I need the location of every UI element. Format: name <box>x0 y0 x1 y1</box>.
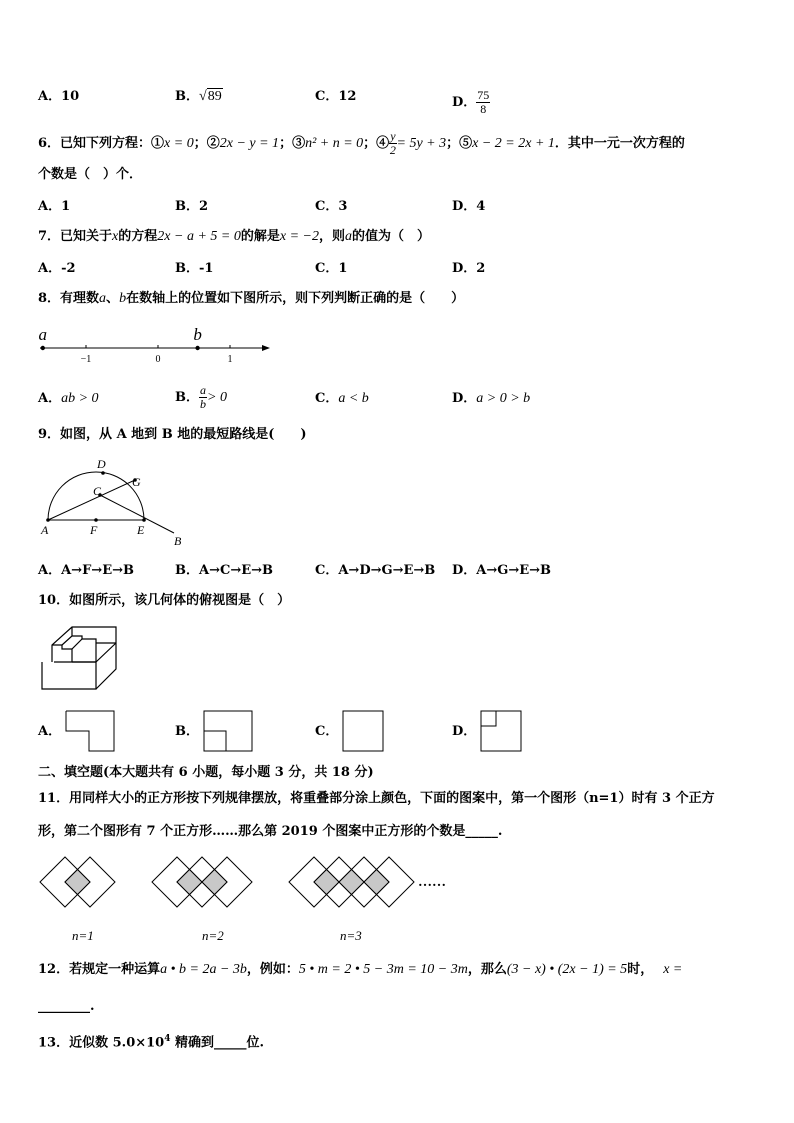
label-d: D <box>97 457 106 471</box>
q11-label-n2: n=2 <box>202 928 224 943</box>
point-f <box>94 518 98 522</box>
q13-stem <box>38 1031 264 1051</box>
q7-option-c: C．1 <box>315 261 348 276</box>
q5-option-a: A．10 <box>38 89 80 104</box>
q10-stem: 10．如图所示，该几何体的俯视图是（ ） <box>38 593 291 608</box>
q7-tail: 的值为（ ） <box>351 229 430 244</box>
q7-option-b: B．-1 <box>175 261 214 276</box>
q10-option-d-label: D． <box>452 724 477 739</box>
q5-option-b-radicand: 89 <box>207 89 222 104</box>
q5-option-c: C．12 <box>315 89 357 104</box>
q8-option-d-expr: a > 0 > b <box>476 391 531 406</box>
q6-sep1: ；② <box>193 136 220 151</box>
q6-option-d: D．4 <box>452 199 486 214</box>
tick-label-0: 0 <box>155 354 161 365</box>
point-e <box>142 518 146 522</box>
q10-option-d-figure <box>479 709 523 753</box>
q8-stem <box>38 291 464 307</box>
q6-stem-line2: 个数是（ ）个． <box>38 167 143 182</box>
q5-option-d <box>452 89 490 116</box>
q5-option-d-fraction <box>476 89 490 116</box>
q10-option-b-figure <box>202 709 254 753</box>
q10-option-b-label: B． <box>175 724 199 739</box>
q9-diagram <box>38 455 198 550</box>
q8-option-c <box>315 391 369 407</box>
label-b: B <box>174 534 182 548</box>
q6-stem <box>38 130 685 157</box>
q10-option-c-label: C． <box>315 724 339 739</box>
q10-option-a-figure <box>64 709 116 753</box>
q10-option-a-label: A． <box>38 724 62 739</box>
q6-sep3: ；④ <box>363 136 390 151</box>
q8-option-a <box>38 391 99 407</box>
point-a-label: a <box>38 325 48 344</box>
q8-lead: 8．有理数 <box>38 291 100 306</box>
q8-option-b <box>175 384 227 411</box>
q11-label-n1: n=1 <box>72 928 94 943</box>
point-d <box>101 471 105 475</box>
q12-definition: a • b = 2a − 3b <box>160 962 247 977</box>
q7-option-a: A．-2 <box>38 261 76 276</box>
tick-label-1: 1 <box>227 354 233 365</box>
q6-eq3: n² + n = 0 <box>305 136 364 151</box>
label-c: C <box>93 484 102 498</box>
q12-mid3: 时， <box>627 962 654 977</box>
q6-option-c: C．3 <box>315 199 348 214</box>
q7-option-d: D．2 <box>452 261 486 276</box>
fraction-denominator: b <box>200 397 206 411</box>
q12-condition: (3 − x) • (2x − 1) = 5 <box>506 962 628 977</box>
q8-option-b-rest: > 0 <box>207 390 227 405</box>
q7-equation: 2x − a + 5 = 0 <box>157 229 241 244</box>
q8-var-b: b <box>119 291 127 306</box>
tick-label-minus-1: −1 <box>80 354 92 365</box>
q11-stem-line1: 11．用同样大小的正方形按下列规律摆放，将重叠部分涂上颜色，下面的图案中，第一个图形（n=1）时有 3 个正方 <box>38 791 715 806</box>
q11-pattern-figures <box>40 854 480 914</box>
q6-eq4-rest: = 5y + 3 <box>396 136 447 151</box>
q10-solid-figure <box>40 625 130 700</box>
q8-option-c-expr: a < b <box>338 391 369 406</box>
q8-var-a: a <box>99 291 107 306</box>
point-a <box>46 518 50 522</box>
q8-option-a-expr: ab > 0 <box>61 391 99 406</box>
q5-option-d-label: D． <box>452 95 477 110</box>
label-f: F <box>90 523 98 537</box>
q12-mid: ，例如： <box>246 962 299 977</box>
label-a: A <box>41 523 49 537</box>
q7-lead: 7．已知关于 <box>38 229 113 244</box>
q7-var-x: x <box>112 229 119 244</box>
q6-sep2: ；③ <box>279 136 306 151</box>
q9-option-d: D．A→G→E→B <box>452 563 552 578</box>
q6-sep4: ；⑤ <box>446 136 473 151</box>
q12-lead: 12．若规定一种运算 <box>38 962 161 977</box>
q12-example: 5 • m = 2 • 5 − 3m = 10 − 3m <box>298 962 468 977</box>
line-a-g <box>48 480 135 520</box>
q13-pre: 13．近似数 5.0×10 <box>38 1035 165 1051</box>
q6-option-a: A．1 <box>38 199 71 214</box>
q9-option-a: A．A→F→E→B <box>38 563 134 578</box>
q5-option-b <box>175 89 223 105</box>
label-g: G <box>132 475 141 489</box>
fraction-denominator: 8 <box>480 102 487 116</box>
q6-eq1: x = 0 <box>164 136 194 151</box>
q6-eq4-fraction <box>389 130 396 157</box>
arrow-right-icon <box>262 345 270 351</box>
q7-mid: 的方程 <box>118 229 158 244</box>
q11-stem-line2: 形，第二个图形有 7 个正方形……那么第 2019 个图案中正方形的个数是_____. <box>38 824 503 839</box>
option-label: A． <box>38 391 62 406</box>
q11-label-n3: n=3 <box>340 928 362 943</box>
q12-answer-blank: ________. <box>38 999 95 1014</box>
fraction-numerator: 75 <box>477 88 490 102</box>
fraction-numerator: a <box>200 383 206 397</box>
q10-option-c-figure <box>341 709 385 753</box>
sqrt-sign-icon: √ <box>199 89 207 104</box>
q8-sep: 、 <box>106 291 120 306</box>
q6-tail: ．其中一元一次方程的 <box>554 136 685 151</box>
q8-option-b-fraction <box>199 384 207 411</box>
q7-stem <box>38 229 430 245</box>
option-label: C． <box>315 391 339 406</box>
q5-option-b-label: B． <box>175 89 199 104</box>
point-a <box>41 346 45 350</box>
q6-option-b: B．2 <box>175 199 209 214</box>
point-b-label: b <box>193 325 202 344</box>
q9-option-b: B．A→C→E→B <box>175 563 273 578</box>
q13-post: 精确到_____位. <box>170 1035 265 1051</box>
q9-option-c: C．A→D→G→E→B <box>315 563 436 578</box>
q6-eq5: x − 2 = 2x + 1 <box>472 136 555 151</box>
option-label: D． <box>452 391 477 406</box>
q12-stem <box>38 962 682 978</box>
q6-lead: 6．已知下列方程：① <box>38 136 165 151</box>
q8-option-d <box>452 391 530 407</box>
q9-stem: 9．如图，从 A 地到 B 地的最短路线是( ) <box>38 427 307 442</box>
q12-mid2: ，那么 <box>467 962 507 977</box>
number-line <box>38 320 278 370</box>
q8-tail: 在数轴上的位置如下图所示，则下列判断正确的是（ ） <box>126 291 465 306</box>
q6-eq2: 2x − y = 1 <box>219 136 280 151</box>
fraction-numerator: y <box>390 129 396 143</box>
option-label: B． <box>175 390 199 405</box>
q7-mid3: ，则 <box>318 229 345 244</box>
q7-mid2: 的解是 <box>240 229 280 244</box>
q12-x-equals: x = <box>663 962 683 977</box>
label-e: E <box>137 523 145 537</box>
q7-var-a: a <box>344 229 352 244</box>
fraction-denominator: 2 <box>389 143 396 157</box>
point-b <box>195 346 199 350</box>
q7-solution: x = −2 <box>279 229 319 244</box>
q13-exponent: 4 <box>164 1034 171 1044</box>
q11-ellipsis: …… <box>418 875 446 890</box>
section-2-heading: 二、填空题(本大题共有 6 小题，每小题 3 分，共 18 分) <box>38 765 374 780</box>
